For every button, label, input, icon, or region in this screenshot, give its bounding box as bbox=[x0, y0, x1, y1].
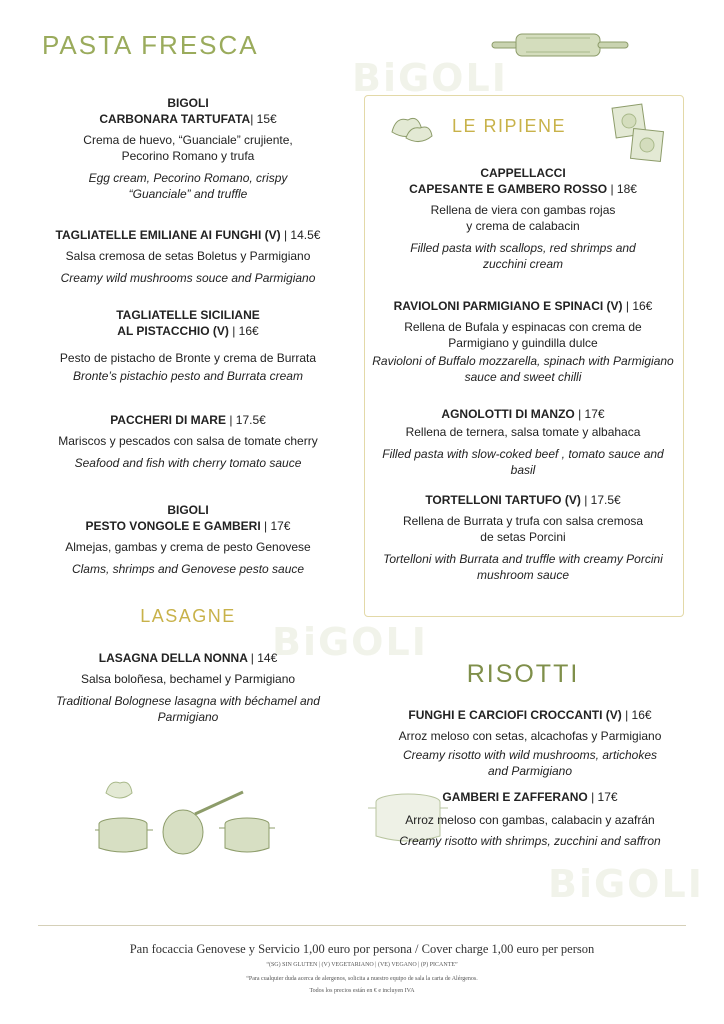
section-title-risotti: RISOTTI bbox=[466, 660, 580, 688]
footer-cover-charge: Pan focaccia Genovese y Servicio 1,00 euro por persona / Cover charge 1,00 euro per person bbox=[129, 942, 595, 956]
tortellini-icon bbox=[100, 775, 140, 805]
dish-name-line2: PESTO VONGOLE E GAMBERI bbox=[85, 519, 261, 533]
dish-name: AGNOLOTTI DI MANZO bbox=[441, 407, 575, 421]
dish-funghi-carciofi bbox=[380, 707, 680, 779]
dish-name: FUNGHI E CARCIOFI CROCCANTI (V) bbox=[408, 708, 622, 722]
dish-description-en: Egg cream, Pecorino Romano, crispy “Guanciale” and truffle bbox=[88, 171, 288, 201]
dish-price: | 16€ bbox=[625, 708, 652, 722]
watermark-top: BiGOLI bbox=[352, 56, 508, 100]
dish-price: | 17€ bbox=[264, 519, 291, 533]
dish-lasagna-nonna bbox=[38, 650, 338, 725]
dish-description-en: Tortelloni with Burrata and truffle with creamy Porcini mushroom sauce bbox=[383, 552, 663, 582]
dish-description-en: Traditional Bolognese lasagna with béchamel and Parmigiano bbox=[56, 694, 320, 724]
dish-name: GAMBERI E ZAFFERANO bbox=[442, 790, 588, 804]
dish-cappellacci bbox=[370, 165, 676, 272]
dish-description-en: Ravioloni of Buffalo mozzarella, spinach with Parmigiano sauce and sweet chilli bbox=[372, 354, 674, 384]
dish-name-line2: CAPESANTE E GAMBERO ROSSO bbox=[409, 182, 608, 196]
dish-description-es: Salsa cremosa de setas Boletus y Parmigiano bbox=[65, 249, 311, 263]
dish-agnolotti bbox=[370, 406, 676, 478]
dish-gamberi-zafferano bbox=[380, 789, 680, 849]
dish-description-en: Bronte’s pistachio pesto and Burrata cream bbox=[73, 369, 303, 383]
dish-description-es: Pesto de pistacho de Bronte y crema de Burrata bbox=[59, 351, 317, 365]
dish-tagliatelle-pistacchio bbox=[38, 307, 338, 384]
dish-paccheri-di-mare bbox=[38, 412, 338, 471]
dish-description-en: Filled pasta with scallops, red shrimps and zucchini cream bbox=[410, 241, 636, 271]
dish-description-es: Rellena de ternera, salsa tomate y albahaca bbox=[405, 425, 641, 439]
dish-description-es: Salsa boloñesa, bechamel y Parmigiano bbox=[80, 672, 296, 686]
section-title-lasagne: LASAGNE bbox=[140, 606, 236, 626]
dish-name: PACCHERI DI MARE bbox=[110, 413, 226, 427]
dish-description-es: Crema de huevo, “Guanciale” crujiente, Pecorino Romano y trufa bbox=[83, 133, 293, 163]
dish-name: TAGLIATELLE EMILIANE AI FUNGHI (V) bbox=[55, 228, 281, 242]
dish-description-es: Rellena de Burrata y trufa con salsa cremosa de setas Porcini bbox=[402, 514, 644, 544]
dish-description-en: Creamy wild mushrooms souce and Parmigiano bbox=[60, 271, 316, 285]
dish-ravioloni bbox=[370, 298, 676, 385]
dish-price: | 17€ bbox=[591, 790, 618, 804]
dish-name: BIGOLI bbox=[167, 96, 209, 110]
dish-price: | 16€ bbox=[625, 299, 653, 313]
dish-tagliatelle-funghi bbox=[38, 227, 338, 286]
page-title: PASTA FRESCA bbox=[42, 30, 259, 60]
dish-name-line2: CARBONARA TARTUFATA bbox=[99, 112, 251, 126]
dish-price: | 14€ bbox=[250, 651, 278, 665]
ravioli-icon bbox=[608, 100, 678, 170]
dish-description-es: Mariscos y pescados con salsa de tomate cherry bbox=[58, 434, 318, 448]
dish-bigoli-vongole bbox=[38, 502, 338, 577]
dish-name: CAPPELLACCI bbox=[480, 166, 566, 180]
watermark-bottom: BiGOLI bbox=[548, 862, 704, 906]
dish-price: | 14.5€ bbox=[283, 228, 321, 242]
footer-prices: Todos los precios están en € e incluyen IVA bbox=[309, 988, 415, 994]
dish-name: LASAGNA DELLA NONNA bbox=[98, 651, 248, 665]
dish-description-en: Clams, shrimps and Genovese pesto sauce bbox=[71, 562, 305, 576]
dish-description-es: Almejas, gambas y crema de pesto Genovese bbox=[65, 540, 311, 554]
dish-price: | 17.5€ bbox=[584, 493, 621, 507]
dish-description-en: Creamy risotto with shrimps, zucchini and saffron bbox=[399, 834, 661, 848]
dish-price: | 17€ bbox=[578, 407, 605, 421]
dish-price: | 15€ bbox=[250, 112, 277, 126]
dish-description-en: Seafood and fish with cherry tomato sauce bbox=[74, 456, 302, 470]
footer-allergens: “Para cualquier duda acerca de alergenos, solicita a nuestro equipo de sala la carta de Alérgenos. bbox=[246, 976, 478, 982]
dish-tortelloni bbox=[370, 492, 676, 583]
dish-description-en: Creamy risotto with wild mushrooms, artichokes and Parmigiano bbox=[402, 748, 658, 778]
dish-name-line2: AL PISTACCHIO (V) bbox=[117, 324, 229, 338]
dish-name: RAVIOLONI PARMIGIANO E SPINACI (V) bbox=[393, 299, 623, 313]
dish-description-es: Arroz meloso con setas, alcachofas y Parmigiano bbox=[398, 729, 662, 743]
dish-price: | 17.5€ bbox=[229, 413, 266, 427]
dish-name: BIGOLI bbox=[167, 503, 209, 517]
dish-description-es: Rellena de Bufala y espinacas con crema de Parmigiano y guindilla dulce bbox=[404, 320, 642, 350]
dish-name: TORTELLONI TARTUFO (V) bbox=[425, 493, 581, 507]
dish-name: TAGLIATELLE SICILIANE bbox=[116, 308, 260, 322]
section-title-ripiene: LE RIPIENE bbox=[451, 116, 567, 136]
footer-legend: “(SG) SIN GLUTEN | (V) VEGETARIANO | (VE) VEGANO | (P) PICANTE” bbox=[266, 962, 458, 968]
dish-description-en: Filled pasta with slow-coked beef , tomato sauce and basil bbox=[382, 447, 664, 477]
footer-divider bbox=[38, 925, 686, 926]
dish-description-es: Rellena de viera con gambas rojas y crema de calabacin bbox=[430, 203, 616, 233]
rolling-pin-icon bbox=[492, 30, 632, 60]
dish-description-es: Arroz meloso con gambas, calabacin y azafrán bbox=[405, 813, 655, 827]
watermark-middle: BiGOLI bbox=[272, 620, 428, 664]
dish-bigoli-carbonara bbox=[38, 95, 338, 202]
dish-price: | 16€ bbox=[232, 324, 259, 338]
dish-price: | 18€ bbox=[610, 182, 637, 196]
